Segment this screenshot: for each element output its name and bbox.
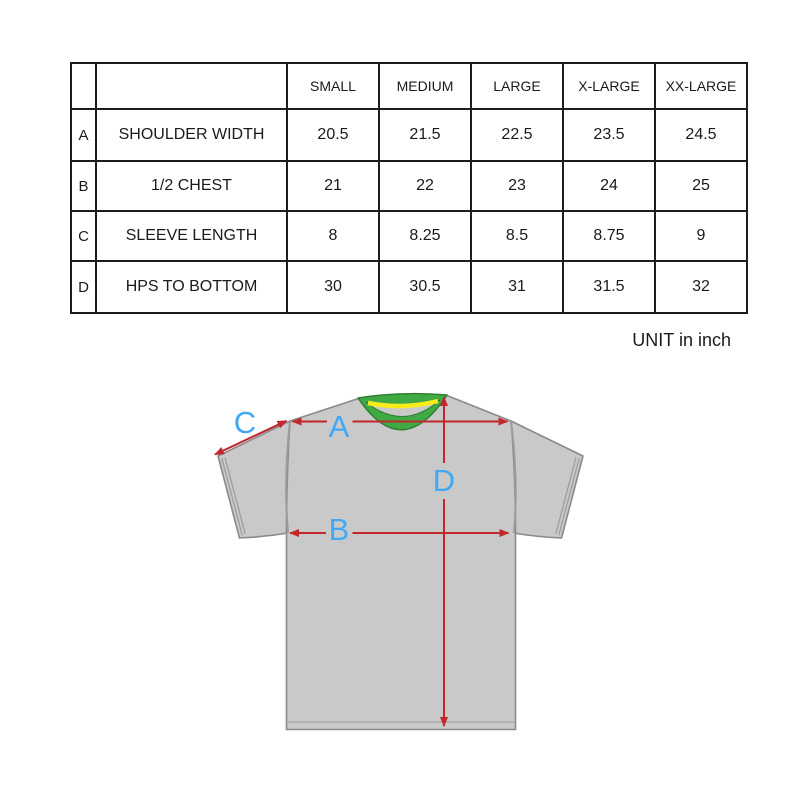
value-cell: 24 [563, 161, 655, 211]
column-header-xxlarge: XX-LARGE [655, 63, 747, 109]
value-cell: 30.5 [379, 261, 471, 313]
row-letter: D [71, 261, 96, 313]
row-letter: C [71, 211, 96, 261]
value-cell: 21.5 [379, 109, 471, 161]
row-letter: A [71, 109, 96, 161]
column-header-large: LARGE [471, 63, 563, 109]
label-a: A [328, 409, 350, 444]
value-cell: 20.5 [287, 109, 379, 161]
value-cell: 23 [471, 161, 563, 211]
row-letter: B [71, 161, 96, 211]
value-cell: 32 [655, 261, 747, 313]
unit-note: UNIT in inch [632, 330, 731, 350]
value-cell: 22.5 [471, 109, 563, 161]
value-cell: 8.25 [379, 211, 471, 261]
label-b: B [328, 512, 350, 547]
value-cell: 30 [287, 261, 379, 313]
value-cell: 25 [655, 161, 747, 211]
label-c: C [233, 405, 257, 440]
column-header-xlarge: X-LARGE [563, 63, 655, 109]
value-cell: 24.5 [655, 109, 747, 161]
tshirt-right-sleeve [511, 421, 583, 538]
value-cell: 9 [655, 211, 747, 261]
value-cell: 8.75 [563, 211, 655, 261]
value-cell: 23.5 [563, 109, 655, 161]
label-d: D [432, 463, 456, 498]
column-header-medium: MEDIUM [379, 63, 471, 109]
value-cell: 22 [379, 161, 471, 211]
value-cell: 31 [471, 261, 563, 313]
value-cell: 31.5 [563, 261, 655, 313]
measurement-name: SLEEVE LENGTH [96, 211, 287, 261]
measurement-name: HPS TO BOTTOM [96, 261, 287, 313]
value-cell: 21 [287, 161, 379, 211]
value-cell: 8 [287, 211, 379, 261]
measurement-name: SHOULDER WIDTH [96, 109, 287, 161]
measurement-name: 1/2 CHEST [96, 161, 287, 211]
value-cell: 8.5 [471, 211, 563, 261]
tshirt-body [287, 396, 516, 730]
column-header-small: SMALL [287, 63, 379, 109]
